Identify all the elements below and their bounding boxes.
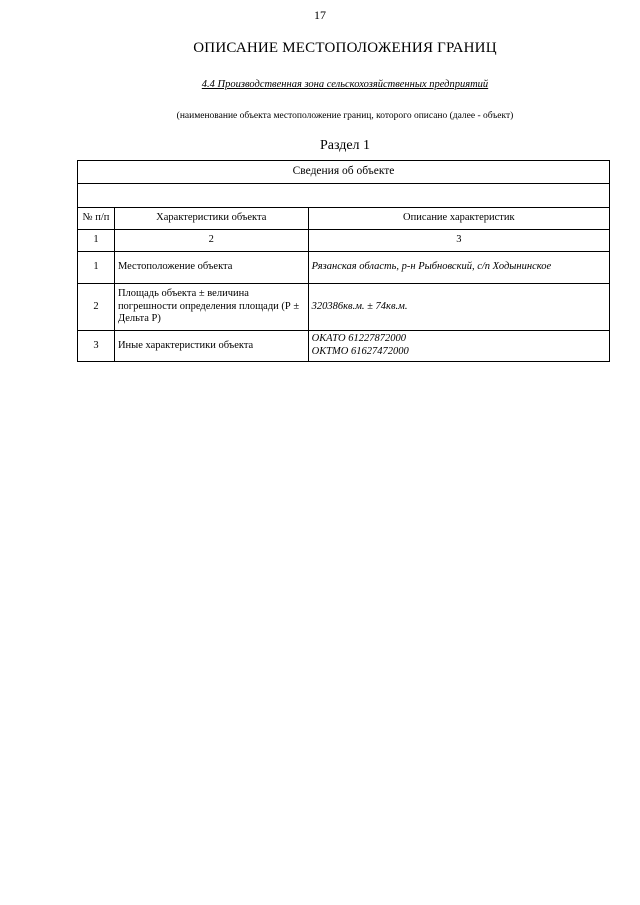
object-info-table	[77, 160, 610, 362]
okato-code: ОКАТО 61227872000	[311, 333, 406, 345]
row-number: 1	[78, 252, 115, 284]
table-blank-row	[78, 184, 610, 208]
row-number: 3	[78, 331, 115, 362]
object-name	[0, 79, 640, 90]
page-number: 17	[314, 8, 326, 22]
table-row	[78, 252, 610, 284]
column-number-3: 3	[308, 230, 609, 252]
column-number-2: 2	[114, 230, 308, 252]
table-row	[78, 331, 610, 362]
column-header-description: Описание характеристик	[308, 208, 609, 230]
column-number-1: 1	[78, 230, 115, 252]
oktmo-code: ОКТМО 61627472000	[311, 346, 409, 357]
section-title: Раздел 1	[319, 138, 371, 153]
object-name-text: 4.4 Производственная зона сельскохозяйственных предприятий	[201, 79, 489, 90]
column-header-characteristic: Характеристики объекта	[114, 208, 308, 230]
table-title-row	[78, 161, 610, 184]
blank-cell	[78, 184, 610, 208]
row-characteristic: Площадь объекта ± величина погрешности определения площади (Р ± Дельта Р)	[114, 284, 308, 331]
row-description	[308, 331, 609, 362]
row-description: 320386кв.м. ± 74кв.м.	[308, 284, 609, 331]
row-characteristic: Иные характеристики объекта	[114, 331, 308, 362]
object-name-caption: (наименование объекта местоположение границ, которого описано (далее - объект)	[176, 111, 514, 121]
column-header-row	[78, 208, 610, 230]
document-title: ОПИСАНИЕ МЕСТОПОЛОЖЕНИЯ ГРАНИЦ	[193, 40, 497, 56]
column-header-number: № п/п	[78, 208, 115, 230]
row-description: Рязанская область, р-н Рыбновский, с/п Ходынинское	[308, 252, 609, 284]
row-characteristic: Местоположение объекта	[114, 252, 308, 284]
table-title: Сведения об объекте	[78, 161, 610, 184]
table-row	[78, 284, 610, 331]
column-number-row	[78, 230, 610, 252]
row-number: 2	[78, 284, 115, 331]
